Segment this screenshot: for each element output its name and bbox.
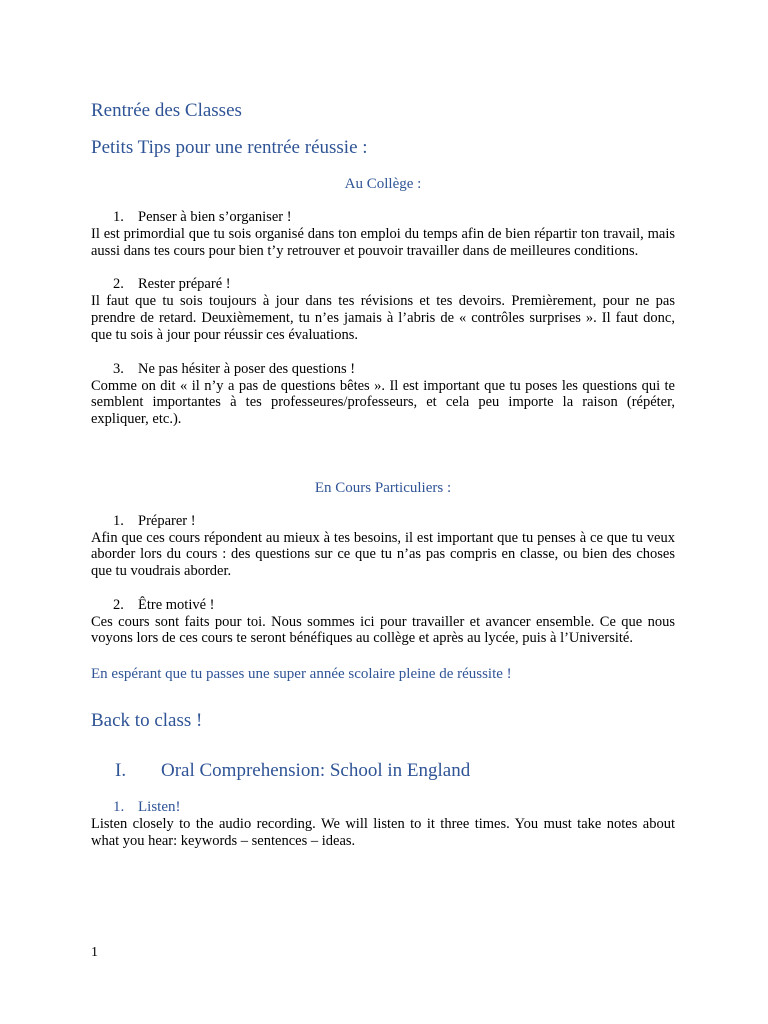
- particuliers-item-2-text: Ces cours sont faits pour toi. Nous sommes ici pour travailler et avancer ensemble. Ce que nous voyons lors de ces cours te seront bénéfiques au collège et après au lycée, puis à l’Université.: [91, 613, 675, 647]
- document-subtitle: Petits Tips pour une rentrée réussie :: [91, 137, 368, 158]
- list-number: 2.: [113, 276, 124, 293]
- listen-instructions: Listen closely to the audio recording. We will listen to it three times. You must take notes about what you hear: keywords – sentences – ideas.: [91, 815, 675, 849]
- particuliers-item-2-title: [91, 597, 675, 614]
- closing-message: En espérant que tu passes une super année scolaire pleine de réussite !: [91, 666, 512, 683]
- document-title: Rentrée des Classes: [91, 100, 242, 121]
- list-item-label: Rester préparé !: [138, 276, 231, 293]
- list-number: 1.: [113, 512, 124, 529]
- list-item-label: Penser à bien s’organiser !: [138, 209, 292, 225]
- list-item-label: Préparer !: [138, 512, 196, 529]
- list-number: 3.: [113, 360, 124, 377]
- college-item-2-text: Il faut que tu sois toujours à jour dans tes révisions et tes devoirs. Premièrement, pour ne pas prendre de retard. Deuxièmement, tu n’es jamais à l’abris de « contrôles surprises ». Il faut donc, que tu sois à jour pour réussir ces évaluations.: [91, 293, 675, 343]
- college-item-1-title: [91, 209, 675, 226]
- college-item-3-text: Comme on dit « il n’y a pas de questions bêtes ». Il est important que tu poses les questions qui te semblent importantes à tes professeures/professeurs, et cela peu importe la raison (répéter, expliquer, etc.).: [91, 377, 675, 427]
- roman-numeral: I.: [115, 759, 127, 781]
- list-item-label: Ne pas hésiter à poser des questions !: [138, 360, 356, 377]
- section-heading-college: Au Collège :: [344, 176, 422, 192]
- list-number: 2.: [113, 596, 124, 613]
- section-heading-oral-comprehension: [91, 758, 675, 784]
- list-item-label: Être motivé !: [138, 596, 215, 613]
- particuliers-item-1-title: [91, 513, 675, 530]
- subsection-title: Listen!: [138, 798, 181, 815]
- college-item-1-text: Il est primordial que tu sois organisé dans ton emploi du temps afin de bien répartir ton travail, mais aussi dans tes cours pour bien t’y retrouver et pouvoir travailler dans de meilleures conditions.: [91, 226, 675, 259]
- section-heading-particuliers: En Cours Particuliers :: [314, 479, 452, 496]
- page-number: 1: [91, 945, 98, 960]
- document-body: [91, 98, 675, 849]
- college-item-2-title: [91, 276, 675, 293]
- particuliers-item-1-text: Afin que ces cours répondent au mieux à tes besoins, il est important que tu penses à ce que tu veux aborder lors du cours : des questions sur ce que tu n’as pas compris en classe, ou bien des choses que tu voudrais aborder.: [91, 529, 675, 580]
- english-title: Back to class !: [91, 709, 203, 731]
- section-title: Oral Comprehension: School in England: [161, 759, 471, 781]
- college-item-3-title: [91, 361, 675, 378]
- subsection-heading-listen: [91, 798, 675, 816]
- list-number: 1.: [113, 798, 125, 815]
- list-number: 1.: [113, 209, 124, 225]
